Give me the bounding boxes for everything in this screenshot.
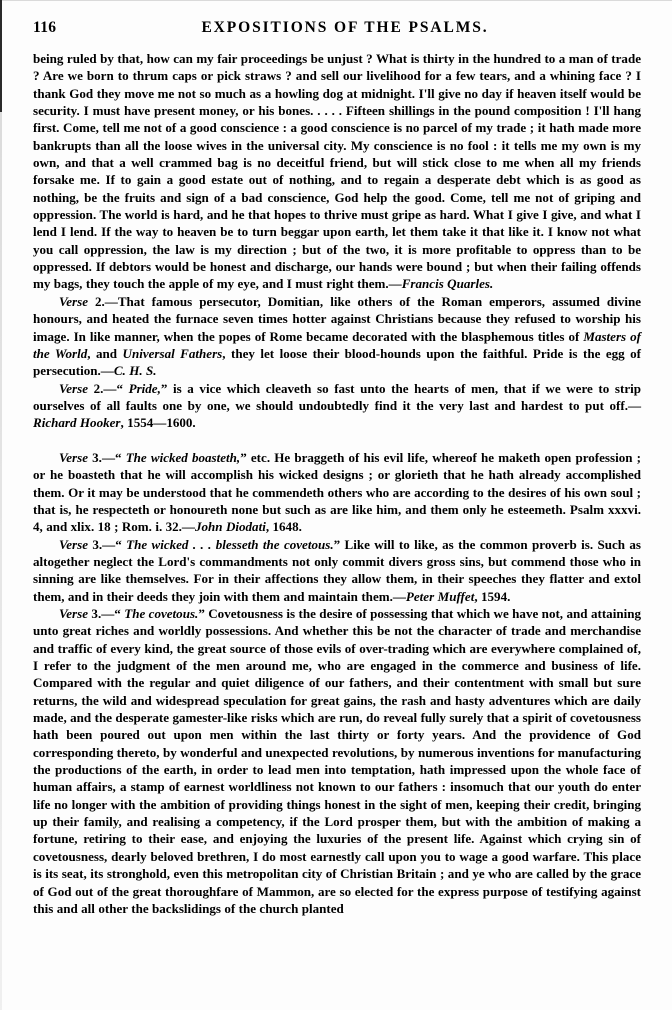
italic-run-2-2: Pride, — [128, 380, 161, 396]
text-run-5-3: ” Covetousness is the desire of possessing that which we have not, and attaining unto great riches and worldly possessions. And whether this be not the character of trade and merchandise and traffic of every kind, the great source of those evils of over-trading which are everywhere complained of, I refer to the judgment of the men around me, who are engaged in the commerce and business of life. Compared with the regular and quiet diligence of our fathers, and their contentment with small but sure returns, the wild and widespread speculation for great gains, the rash and hasty adventures which are daily made, and the desperate gamester-like risks which are run, do reveal fully surely that a spirit of covetousness hath been poured out upon men within the last thirty or forty years. And the providence of God corresponding thereto, by wonderful and unexpected revolutions, by numerous inventions for manufacturing the productions of the earth, in order to lead men into temptation, hath impressed upon the whole face of human affairs, a stamp of earnest worldliness not known to our fathers : insomuch that our youth do enter life no longer with the ambition of providing things honest in the sight of men, keeping their credit, bringing up their family, and realising a competency, if the Lord prosper them, but with the ambition of making a fortune, retiring to their ease, and enjoying the luxuries of the present life. Against which crying sin of covetousness, dearly beloved brethren, I do most earnestly call upon you to wage a good warfare. This place is its seat, its stronghold, even this metropolitan city of Christian Britain ; and ye who are called by the grace of God out of the great thoroughfare of Mammon, are so elected for the express purpose of testifying against this and all other the backslidings of the church planted — [33, 606, 641, 916]
italic-run-1-4: Universal Fathers — [122, 345, 223, 361]
paragraph-verse3-covetous — [33, 605, 641, 917]
text-run-3-3: ” etc. He braggeth of his evil life, whereof he maketh open profession ; or he boasteth that he will accomplish his wicked designs ; or glorieth that he hath already accomplished them. Or it may be understood that he commendeth others who are according to the desires of his own soul ; that is, he respecteth or honoureth none but such as are like him, and them only he esteemeth. Psalm xxxvi. 4, and xlix. 18 ; Rom. i. 32.— — [33, 449, 641, 535]
page-number: 116 — [33, 19, 57, 36]
italic-run-3-2: The wicked boasteth, — [125, 449, 241, 465]
text-run-2-5: , 1554—1600. — [120, 415, 196, 431]
italic-run-4-4: Peter Muffet — [405, 588, 475, 604]
text-run-5-1: 3.—“ — [88, 606, 125, 621]
italic-run-5-2: The covetous. — [124, 606, 199, 621]
running-head-title: EXPOSITIONS OF THE PSALMS. — [201, 19, 489, 36]
text-run-2-3: ” is a vice which cleaveth so fast unto the hearts of men, that if we were to strip ourselves of all faults one by one, we should undoubtedly find it the very last and hardest to put off.— — [33, 380, 641, 413]
paragraph-verse3-boasteth — [33, 449, 641, 536]
text-run-4-3: ” Like will to like, as the common proverb is. Such as altogether neglect the Lord's commandments not only commit divers gross sins, but commend those who in sinning are like themselves. For in their affections they allow them, in their speeches they flatter and extol them, and in their deeds they join with them and maintain them.— — [33, 536, 641, 604]
text-run-1-1: 2.—That famous persecutor, Domitian, like others of the Roman emperors, assumed divine honours, and heated the furnace seven times hotter against Christians because they refused to worship his image. In like manner, when the popes of Rome became decorated with the blasphemous titles of — [33, 293, 641, 344]
text-run-2-1: 2.—“ — [88, 380, 129, 396]
scan-edge-left — [0, 0, 2, 1010]
page-header — [0, 19, 672, 41]
italic-run-4-0: Verse — [59, 536, 88, 552]
paragraph-verse2-domitian — [33, 293, 641, 380]
text-run-3-5: , 1648. — [265, 519, 302, 535]
text-run-1-5: , they let loose their blood-hounds upon the faithful. Pride is the egg of persecution.— — [33, 345, 642, 379]
scan-edge-top — [0, 0, 672, 1]
paragraph-verse3-blesseth — [33, 536, 641, 605]
body-text-block — [33, 50, 641, 917]
text-run-0-0: being ruled by that, how can my fair proceedings be unjust ? What is thirty in the hundred to a man of trade ? Are we born to thrum caps or pick straws ? and sell our livelihood for a few tears, and a whining face ? I thank God they move me not so much as a howling dog at midnight. I'll give no day if heaven itself would be security. I must have present money, or his bones. . . . . Fifteen shillings in the pound composition ! I'll hang first. Come, tell me not of a good conscience : a good conscience is no parcel of my trade ; it hath made more bankrupts than all the loose wives in the universal city. My conscience is no fool : it tells me my own is my own, and that a well crammed bag is no deceitful friend, but will stick close to me when all my friends forsake me. If to gain a good estate out of nothing, and to regain a desperate debt which is as good as nothing, be the fruits and sign of a bad conscience, God help the good. Come, tell me not of griping and oppression. The world is hard, and he that hopes to thrive must gripe as hard. What I give I give, and what I lend I lend. If the way to heaven be to turn beggar upon earth, let them take it that like it. I know not what you call oppression, the law is my direction ; but of the two, it is more profitable to oppress than to be oppressed. If debtors would be honest and discharge, our hands were bound ; but when their failing offends my bags, they touch the apple of my eye, and I must right them.— — [33, 51, 641, 292]
text-run-4-1: 3.—“ — [88, 536, 127, 552]
italic-run-1-6: C. H. S. — [113, 363, 157, 379]
italic-run-0-1: Francis Quarles. — [401, 276, 494, 292]
italic-run-3-0: Verse — [59, 449, 88, 465]
text-run-4-5: , 1594. — [474, 588, 511, 604]
text-run-3-1: 3.—“ — [88, 449, 126, 465]
italic-run-1-0: Verse — [59, 293, 88, 309]
italic-run-5-0: Verse — [59, 606, 88, 621]
italic-run-4-2: The wicked . . . blesseth the covetous. — [126, 536, 334, 552]
italic-run-2-4: Richard Hooker — [33, 415, 121, 431]
paragraph-verse2-pride — [33, 380, 641, 432]
italic-run-2-0: Verse — [59, 380, 88, 396]
italic-run-1-2: Masters of the World — [33, 328, 641, 361]
italic-run-3-4: John Diodati — [194, 519, 266, 535]
text-run-1-3: , and — [87, 345, 123, 361]
paragraph-quarles-continuation — [33, 50, 641, 293]
